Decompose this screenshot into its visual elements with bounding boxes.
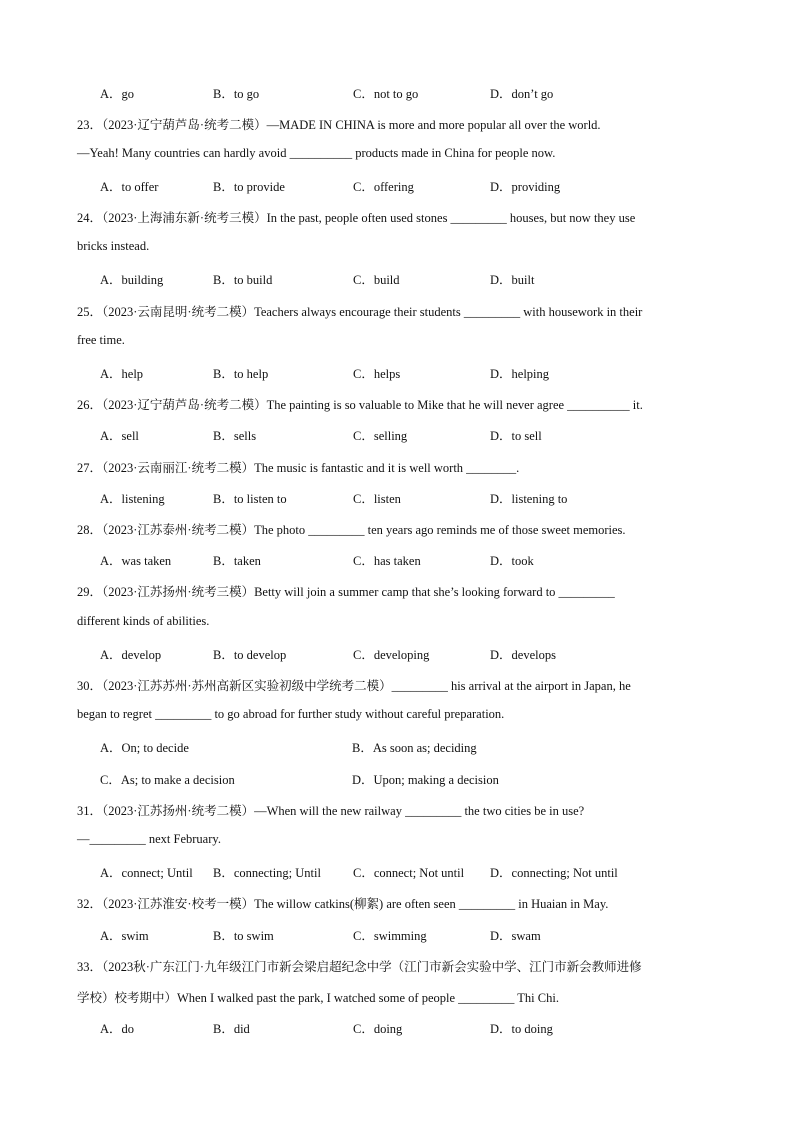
answer-option[interactable]: C．swimming [353,929,427,943]
answer-option[interactable]: D．develops [490,648,556,662]
answer-option[interactable]: A．building [100,273,164,287]
question-text-line: 30．（2023·江苏苏州·苏州高新区实验初级中学统考二模）_________ his arrival at the airport in Japan, he [77,679,631,693]
answer-option[interactable]: B．did [213,1022,250,1036]
question-text-line: 学校）校考期中）When I walked past the park, I watched some of people _________ Thi Chi. [77,991,559,1005]
question-text-line: 26．（2023·辽宁葫芦岛·统考二模）The painting is so valuable to Mike that he will never agree __________ it. [77,398,643,412]
question-text-line: 28．（2023·江苏泰州·统考二模）The photo _________ ten years ago reminds me of those sweet memories. [77,523,626,537]
answer-option[interactable]: C．As; to make a decision [100,773,235,787]
answer-option[interactable]: D．helping [490,367,550,381]
answer-option[interactable]: C．doing [353,1022,403,1036]
answer-option[interactable]: B．taken [213,554,261,568]
question-text-line: 31．（2023·江苏扬州·统考二模）—When will the new railway _________ the two cities be in use? [77,804,585,818]
answer-option[interactable]: A．connect; Until [100,866,193,880]
answer-options-row [100,426,734,444]
question-text-line: bricks instead. [77,239,150,253]
answer-options-row [100,270,734,288]
answer-option[interactable]: A．was taken [100,554,172,568]
answer-options-row [100,770,734,788]
answer-option[interactable]: A．listening [100,492,165,506]
answer-options-row [100,1019,734,1037]
answer-option[interactable]: C．selling [353,429,408,443]
answer-option[interactable]: C．offering [353,180,414,194]
question-text-line: 25．（2023·云南昆明·统考二模）Teachers always encourage their students _________ with housework in their [77,305,643,319]
answer-option[interactable]: C．helps [353,367,401,381]
answer-option[interactable]: A．to offer [100,180,159,194]
answer-option[interactable]: D．took [490,554,534,568]
answer-options-row [100,926,734,944]
answer-option[interactable]: B．sells [213,429,257,443]
answer-options-row [100,863,734,881]
answer-option[interactable]: D．swam [490,929,541,943]
answer-option[interactable]: A．sell [100,429,139,443]
answer-option[interactable]: D．providing [490,180,561,194]
question-text-line: 33．（2023秋·广东江门·九年级江门市新会梁启超纪念中学（江门市新会实验中学、江门市新会教师进修 [77,960,642,974]
answer-options-row [100,364,734,382]
answer-option[interactable]: B．As soon as; deciding [352,741,477,755]
answer-options-row [100,489,734,507]
answer-option[interactable]: A．go [100,87,135,101]
question-text-line: 29．（2023·江苏扬州·统考三模）Betty will join a summer camp that she’s looking forward to _________ [77,585,615,599]
answer-option[interactable]: A．develop [100,648,162,662]
answer-option[interactable]: B．to develop [213,648,287,662]
answer-option[interactable]: B．to listen to [213,492,287,506]
answer-option[interactable]: D．built [490,273,535,287]
answer-option[interactable]: A．swim [100,929,149,943]
answer-option[interactable]: C．listen [353,492,401,506]
question-text-line: 27．（2023·云南丽江·统考二模）The music is fantastic and it is well worth ________. [77,461,520,475]
answer-option[interactable]: B．to help [213,367,269,381]
answer-option[interactable]: C．has taken [353,554,421,568]
answer-option[interactable]: C．not to go [353,87,419,101]
answer-option[interactable]: C．developing [353,648,430,662]
answer-option[interactable]: B．connecting; Until [213,866,321,880]
answer-option[interactable]: D．listening to [490,492,568,506]
question-text-line: 32．（2023·江苏淮安·校考一模）The willow catkins(柳絮) are often seen _________ in Huaian in May. [77,897,609,911]
answer-options-row [100,177,734,195]
question-text-line: —Yeah! Many countries can hardly avoid __________ products made in China for people now. [77,146,556,160]
answer-option[interactable]: C．build [353,273,400,287]
answer-option[interactable]: D．don’t go [490,87,554,101]
answer-option[interactable]: B．to go [213,87,260,101]
answer-options-row [100,551,734,569]
question-text-line: different kinds of abilities. [77,614,210,628]
answer-option[interactable]: A．help [100,367,144,381]
answer-option[interactable]: B．to provide [213,180,285,194]
question-text-line: —_________ next February. [77,832,221,846]
answer-option[interactable]: A．On; to decide [100,741,189,755]
answer-option[interactable]: A．do [100,1022,135,1036]
answer-options-row [100,645,734,663]
answer-options-row [100,738,734,756]
answer-option[interactable]: D．Upon; making a decision [352,773,499,787]
answer-option[interactable]: D．to sell [490,429,542,443]
answer-option[interactable]: C．connect; Not until [353,866,465,880]
question-text-line: began to regret _________ to go abroad for further study without careful preparation. [77,707,505,721]
answer-option[interactable]: D．connecting; Not until [490,866,618,880]
answer-option[interactable]: B．to swim [213,929,274,943]
answer-option[interactable]: B．to build [213,273,273,287]
answer-option[interactable]: D．to doing [490,1022,553,1036]
question-text-line: 23．（2023·辽宁葫芦岛·统考二模）—MADE IN CHINA is more and more popular all over the world. [77,118,601,132]
question-text-line: free time. [77,333,125,347]
question-text-line: 24．（2023·上海浦东新·统考三模）In the past, people often used stones _________ houses, but now they use [77,211,636,225]
answer-options-row [100,84,734,102]
